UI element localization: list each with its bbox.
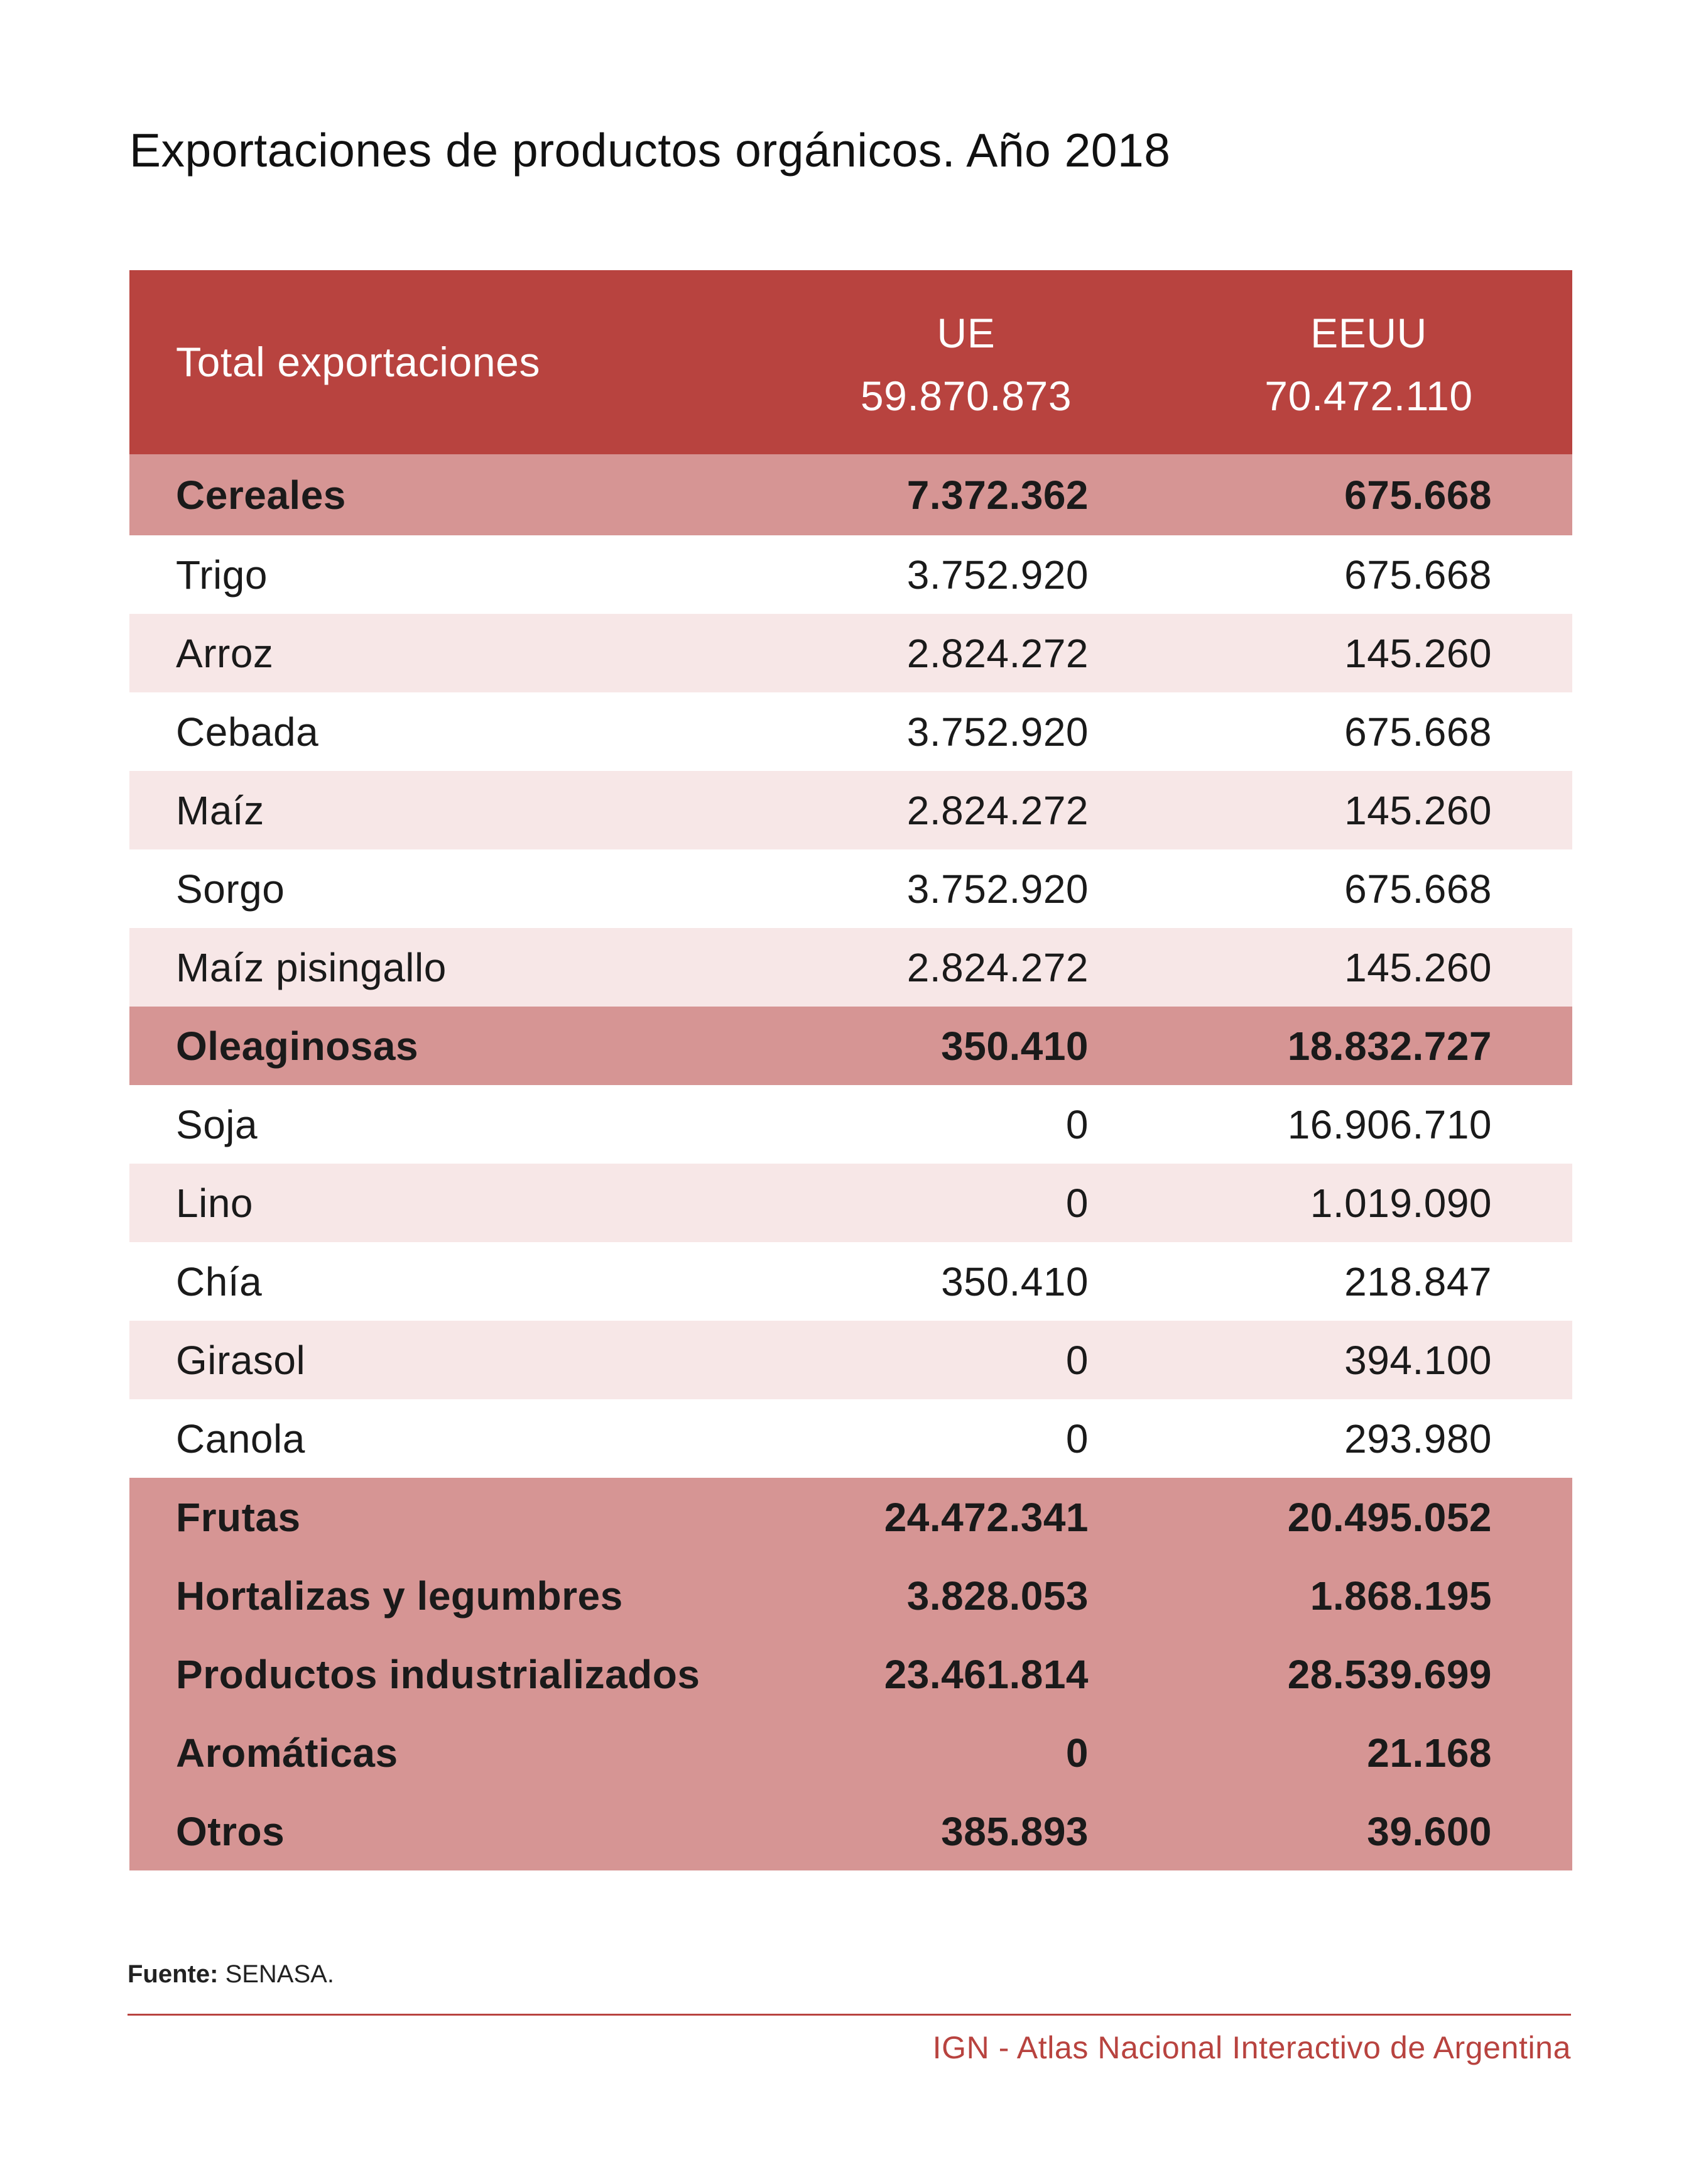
category-row xyxy=(129,1478,1572,1556)
row-label: Chía xyxy=(176,1259,263,1304)
row-label: Cereales xyxy=(176,472,346,518)
row-label: Productos industrializados xyxy=(176,1651,700,1697)
table-row xyxy=(129,614,1572,692)
table-row xyxy=(129,849,1572,928)
value-ue: 350.410 xyxy=(941,1023,1089,1069)
row-label: Maíz pisingallo xyxy=(176,944,447,990)
value-eeuu: 16.906.710 xyxy=(1287,1101,1492,1147)
value-eeuu: 675.668 xyxy=(1344,552,1492,598)
table-row xyxy=(129,692,1572,771)
row-label: Aromáticas xyxy=(176,1730,398,1776)
value-ue: 0 xyxy=(1065,1416,1089,1461)
table-body xyxy=(129,454,1572,1870)
value-eeuu: 145.260 xyxy=(1344,630,1492,676)
value-eeuu: 293.980 xyxy=(1344,1416,1492,1461)
column-name-eeuu: EEUU xyxy=(1310,310,1427,356)
value-ue: 24.472.341 xyxy=(884,1494,1089,1540)
value-eeuu: 1.868.195 xyxy=(1310,1573,1492,1619)
row-label: Otros xyxy=(176,1808,285,1854)
value-eeuu: 675.668 xyxy=(1344,472,1492,518)
value-ue: 2.824.272 xyxy=(906,630,1089,676)
value-eeuu: 28.539.699 xyxy=(1287,1651,1492,1697)
table-row xyxy=(129,928,1572,1007)
table-row xyxy=(129,1242,1572,1321)
table-row xyxy=(129,1321,1572,1399)
table-row xyxy=(129,1085,1572,1164)
value-ue: 2.824.272 xyxy=(906,787,1089,833)
exports-table xyxy=(129,270,1572,1870)
row-label: Frutas xyxy=(176,1494,301,1540)
page-title: Exportaciones de productos orgánicos. Año 2018 xyxy=(129,124,1171,177)
category-row xyxy=(129,454,1572,535)
category-row xyxy=(129,1007,1572,1085)
row-label: Soja xyxy=(176,1101,258,1147)
value-eeuu: 20.495.052 xyxy=(1287,1494,1492,1540)
row-label: Maíz xyxy=(176,787,264,833)
column-name-ue: UE xyxy=(937,310,996,356)
category-row xyxy=(129,1713,1572,1792)
row-label: Lino xyxy=(176,1180,253,1226)
footer-divider xyxy=(128,2014,1571,2016)
row-label: Trigo xyxy=(176,552,268,598)
value-eeuu: 18.832.727 xyxy=(1287,1023,1492,1069)
header-column-ue xyxy=(809,308,1123,421)
value-ue: 350.410 xyxy=(941,1259,1089,1304)
value-ue: 0 xyxy=(1065,1730,1089,1776)
value-eeuu: 39.600 xyxy=(1367,1808,1492,1854)
value-eeuu: 675.668 xyxy=(1344,866,1492,912)
value-ue: 3.828.053 xyxy=(906,1573,1089,1619)
value-ue: 3.752.920 xyxy=(906,866,1089,912)
value-ue: 0 xyxy=(1065,1101,1089,1147)
table-header xyxy=(129,270,1572,454)
value-eeuu: 394.100 xyxy=(1344,1337,1492,1383)
row-label: Canola xyxy=(176,1416,305,1461)
value-ue: 7.372.362 xyxy=(906,472,1089,518)
value-ue: 0 xyxy=(1065,1180,1089,1226)
table-row xyxy=(129,771,1572,849)
row-label: Cebada xyxy=(176,709,319,755)
value-ue: 23.461.814 xyxy=(884,1651,1089,1697)
table-row xyxy=(129,535,1572,614)
value-eeuu: 218.847 xyxy=(1344,1259,1492,1304)
row-label: Oleaginosas xyxy=(176,1023,419,1069)
value-eeuu: 21.168 xyxy=(1367,1730,1492,1776)
row-label: Hortalizas y legumbres xyxy=(176,1573,623,1619)
value-eeuu: 145.260 xyxy=(1344,787,1492,833)
value-ue: 3.752.920 xyxy=(906,552,1089,598)
value-ue: 3.752.920 xyxy=(906,709,1089,755)
table-row xyxy=(129,1399,1572,1478)
column-total-eeuu: 70.472.110 xyxy=(1264,373,1473,419)
column-total-ue: 59.870.873 xyxy=(860,373,1072,419)
table-row xyxy=(129,1164,1572,1242)
footer-credit: IGN - Atlas Nacional Interactivo de Argentina xyxy=(932,2030,1571,2065)
value-eeuu: 675.668 xyxy=(1344,709,1492,755)
category-row xyxy=(129,1635,1572,1713)
row-label: Arroz xyxy=(176,630,274,676)
value-eeuu: 145.260 xyxy=(1344,944,1492,990)
source-label: Fuente: xyxy=(128,1960,219,1988)
value-ue: 385.893 xyxy=(941,1808,1089,1854)
source-note xyxy=(128,1960,334,1989)
header-column-eeuu xyxy=(1212,308,1526,421)
value-ue: 0 xyxy=(1065,1337,1089,1383)
category-row xyxy=(129,1556,1572,1635)
row-label: Girasol xyxy=(176,1337,306,1383)
value-eeuu: 1.019.090 xyxy=(1310,1180,1492,1226)
row-label: Sorgo xyxy=(176,866,285,912)
source-value: SENASA. xyxy=(225,1960,334,1988)
category-row xyxy=(129,1792,1572,1870)
value-ue: 2.824.272 xyxy=(906,944,1089,990)
header-total-label: Total exportaciones xyxy=(176,339,541,385)
